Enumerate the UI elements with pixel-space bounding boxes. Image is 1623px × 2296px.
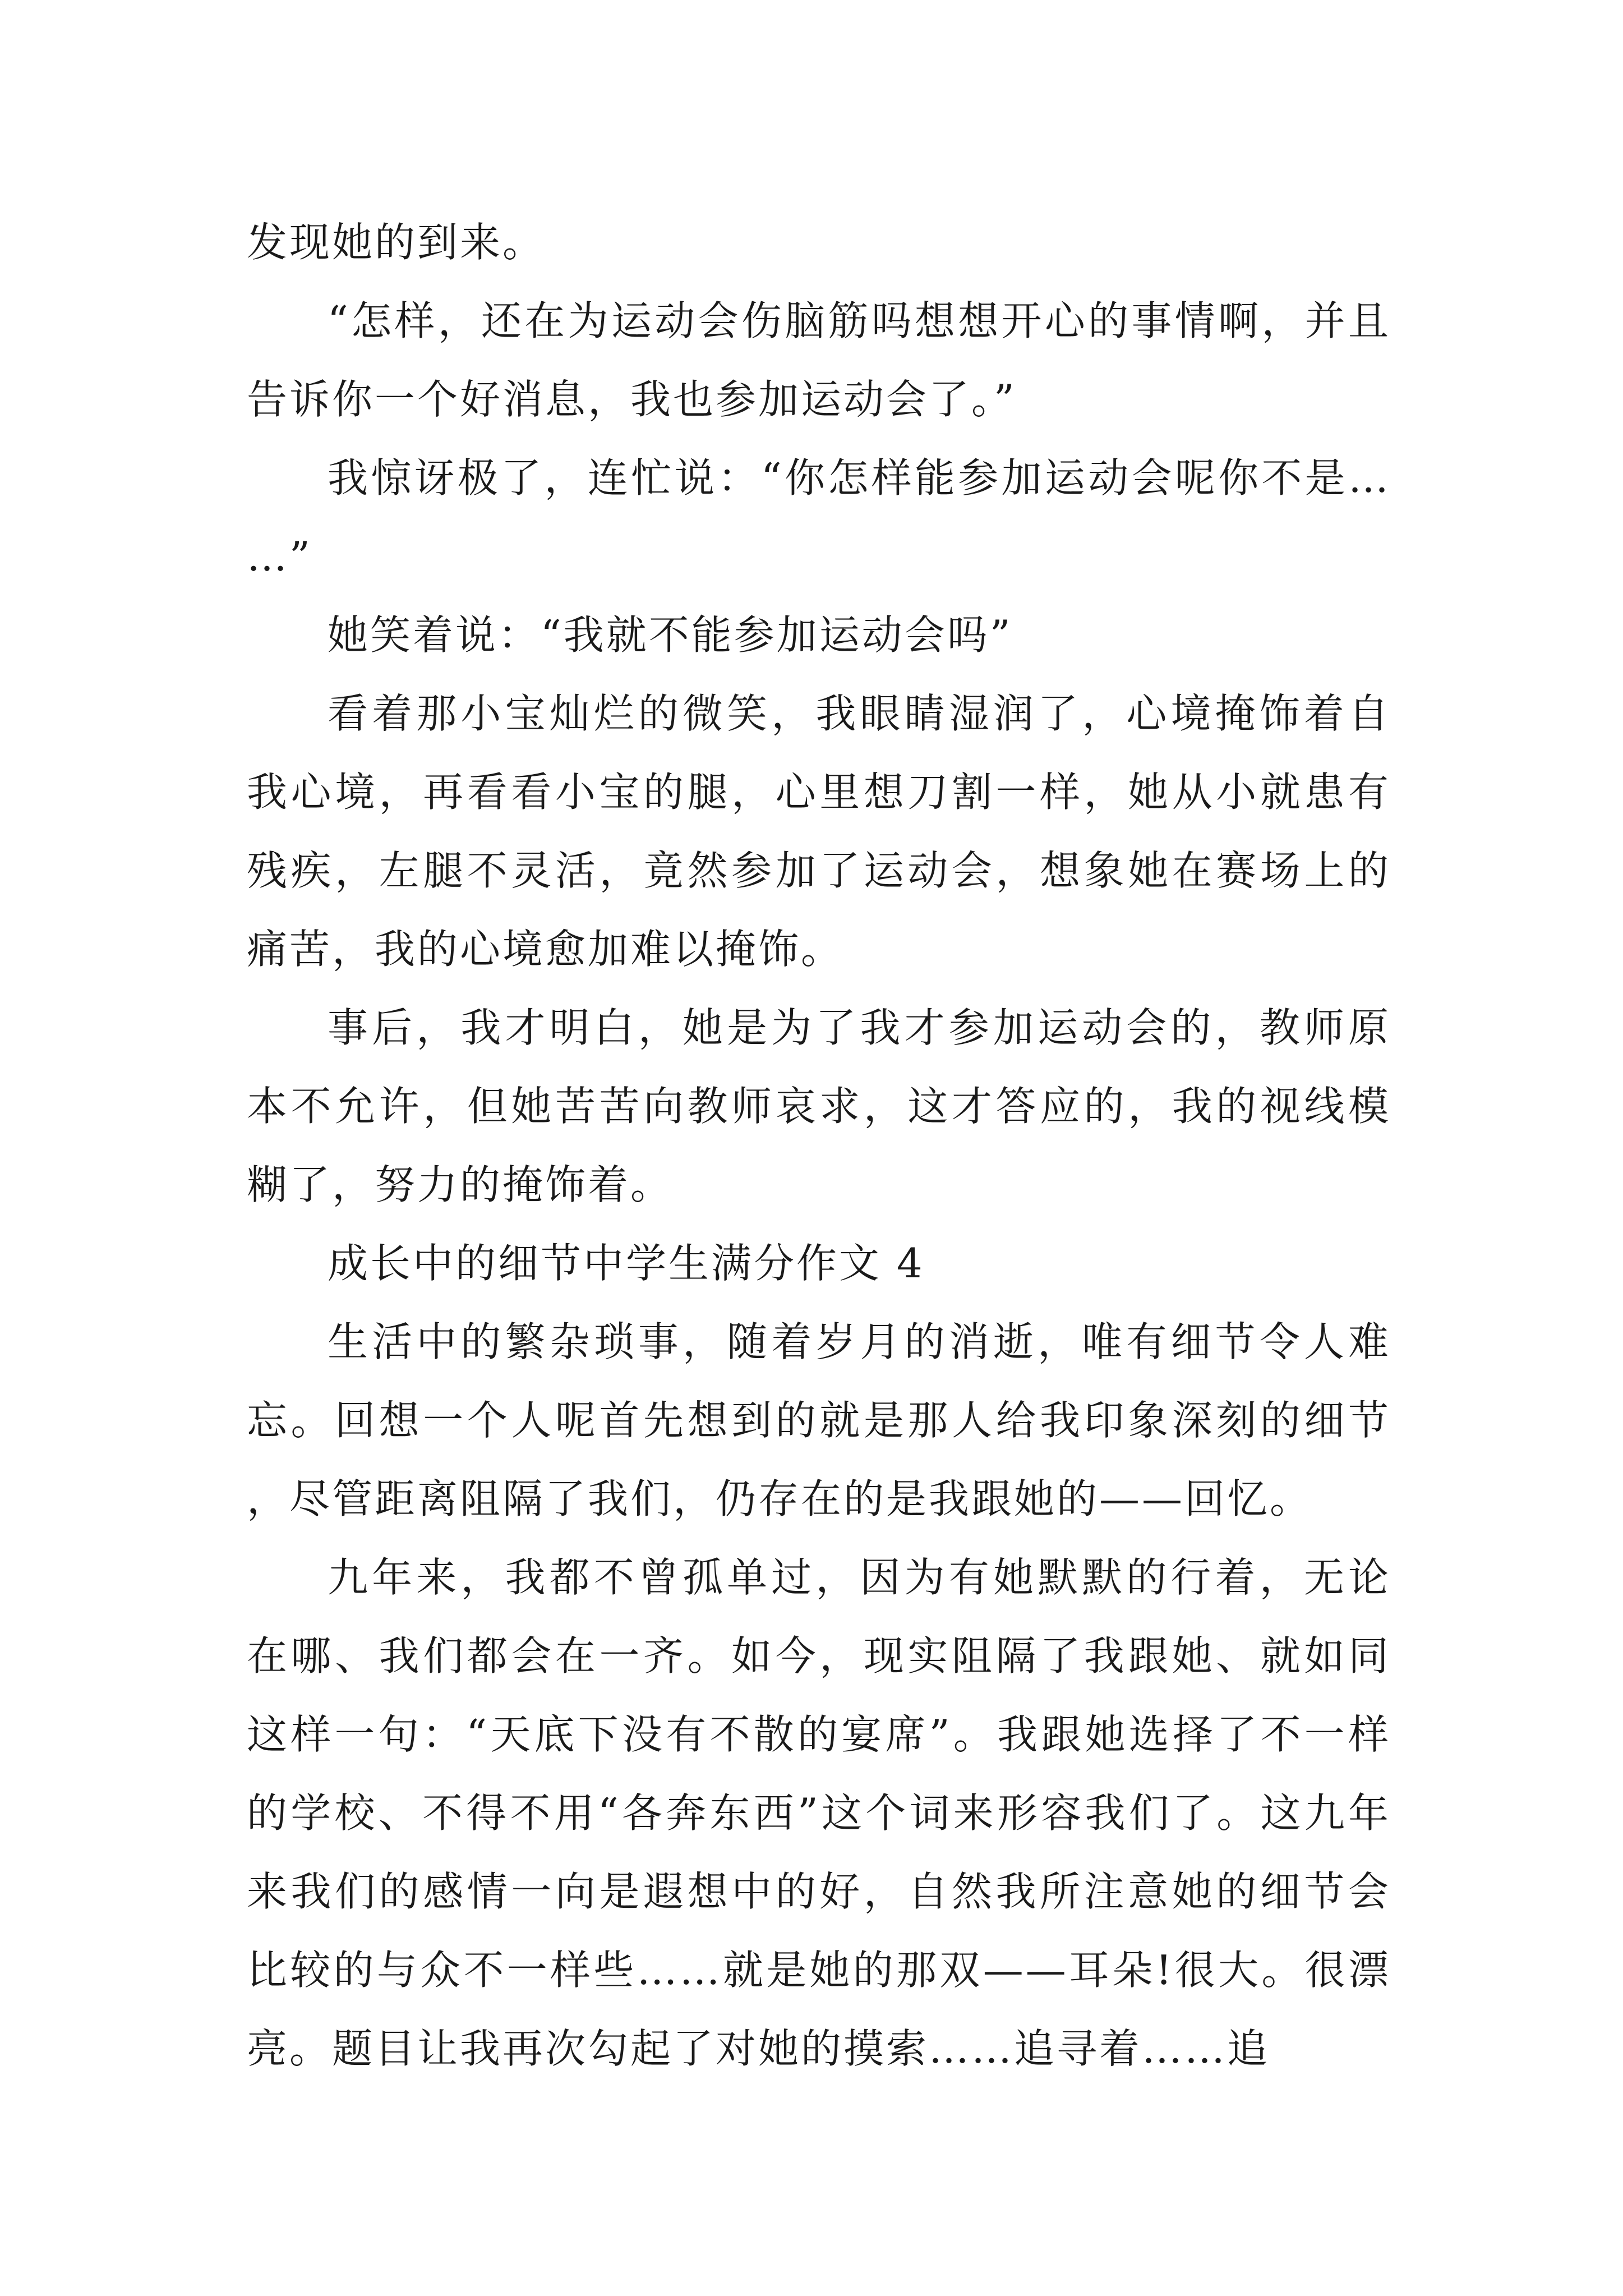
paragraph: 她笑着说：“我就不能参加运动会吗”	[328, 611, 1013, 659]
paragraph: 九年来，我都不曾孤单过，因为有她默默的行着，无论在哪、我们都会在一齐。如今，现实阻隔了我跟她、就如同这样一句：“天底下没有不散的宴席”。我跟她选择了不一样的学校、不得不用“各奔东西”这个词来形容我们了。这九年来我们的感情一向是遐想中的好，自然我所注意她的细节会比较的与众不一样些……就是她的那双——耳朵!很大。很漂亮。题目让我再次勾起了对她的摸索……追寻着……追	[247, 1554, 1391, 2072]
paragraph: 看着那小宝灿烂的微笑，我眼睛湿润了，心境掩饰着自我心境，再看看小宝的腿，心里想刀割一样，她从小就患有残疾，左腿不灵活，竟然参加了运动会，想象她在赛场上的痛苦，我的心境愈加难以掩饰。	[247, 690, 1391, 973]
paragraph: 我惊讶极了，连忙说：“你怎样能参加运动会呢你不是……”	[247, 454, 1391, 580]
paragraph: 发现她的到来。	[247, 219, 546, 266]
paragraph: 生活中的繁杂琐事，随着岁月的消逝，唯有细节令人难忘。回想一个人呢首先想到的就是那人给我印象深刻的细节，尽管距离阻隔了我们，仍存在的是我跟她的——回忆。	[247, 1318, 1391, 1522]
paragraph: “怎样，还在为运动会伤脑筋吗想想开心的事情啊，并且告诉你一个好消息，我也参加运动会了。”	[247, 297, 1391, 423]
section-heading: 成长中的细节中学生满分作文 4	[328, 1240, 925, 1287]
paragraph: 事后，我才明白，她是为了我才参加运动会的，教师原本不允许，但她苦苦向教师哀求，这才答应的，我的视线模糊了，努力的掩饰着。	[247, 1004, 1391, 1208]
document-body	[247, 203, 1391, 2088]
